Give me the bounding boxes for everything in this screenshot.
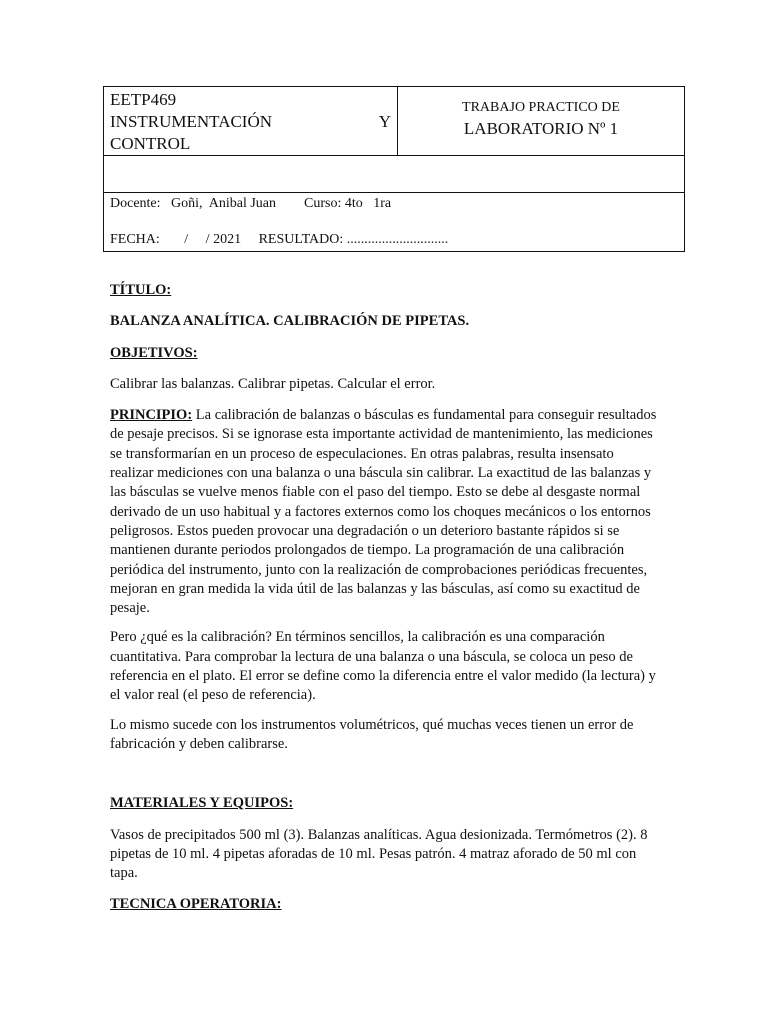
fecha-line: FECHA: / / 2021 RESULTADO: ............................. (110, 232, 449, 247)
materiales-text: Vasos de precipitados 500 ml (3). Balanzas analíticas. Agua desionizada. Termómetros (2). 8 pipetas de 10 ml. 4 pipetas aforadas de 10 ml. Pesas patrón. 4 matraz aforado de 50 ml con tapa. (110, 826, 648, 882)
principio-label: PRINCIPIO: (110, 407, 193, 424)
principio-text: La calibración de balanzas o básculas es fundamental para conseguir resultados de pesaje precisos. Si se ignorase esta importante actividad de mantenimiento, las mediciones se transformarían en un proceso de especulaciones. En otras palabras, resulta insensato realizar mediciones con una balanza o una báscula sin calibrar. La exactitud de las balanzas y las básculas se vuelve menos fiable con el paso del tiempo. Esto se debe al desgaste normal derivado de un uso habitual y a factores externos como los choques mecánicos o los entornos peligrosos. Estos pueden provocar una degradación o un deterioro bastante rápidos si se mantienen durante periodos prolongados de tiempo. La programación de una calibración periódica del instrumento, junto con la realización de comprobaciones periódicas frecuentes, mejoran en gran medida la vida útil de las balanzas y las básculas, así como su exactitud de pesaje. (110, 407, 657, 617)
course-subject-left: INSTRUMENTACIÓN (110, 112, 273, 131)
objetivos-text: Calibrar las balanzas. Calibrar pipetas. Calcular el error. (110, 375, 436, 392)
header-table (103, 86, 685, 252)
titulo-heading: TÍTULO: (110, 282, 172, 298)
lab-label: LABORATORIO Nº 1 (463, 119, 619, 138)
empty-row (104, 156, 685, 193)
objetivos-heading: OBJETIVOS: (110, 344, 198, 361)
principio-paragraph (110, 406, 658, 618)
materiales-heading: MATERIALES Y EQUIPOS: (110, 795, 294, 812)
lab-title-cell (398, 87, 685, 156)
titulo-text: BALANZA ANALÍTICA. CALIBRACIÓN DE PIPETAS. (110, 313, 470, 330)
course-subject-line2: CONTROL (110, 134, 191, 153)
course-code: EETP469 (110, 90, 177, 109)
course-subject-right: Y (378, 112, 391, 131)
info-cell (104, 193, 685, 252)
calibration-paragraph: Pero ¿qué es la calibración? En términos sencillos, la calibración es una comparación cuantitativa. Para comprobar la lectura de una balanza o una báscula, se coloca un peso de referencia en el plato. El error se define como la diferencia entre el valor medido (la lectura) y el valor real (el peso de referencia). (110, 629, 656, 704)
tp-label: TRABAJO PRACTICO DE (462, 100, 620, 115)
document-body (110, 281, 658, 915)
course-cell (104, 87, 398, 156)
docente-line: Docente: Goñi, Anibal Juan Curso: 4to 1ra (110, 196, 392, 211)
tecnica-heading: TECNICA OPERATORIA: (110, 896, 282, 913)
volumetric-paragraph: Lo mismo sucede con los instrumentos volumétricos, qué muchas veces tienen un error de fabricación y deben calibrarse. (110, 716, 634, 752)
